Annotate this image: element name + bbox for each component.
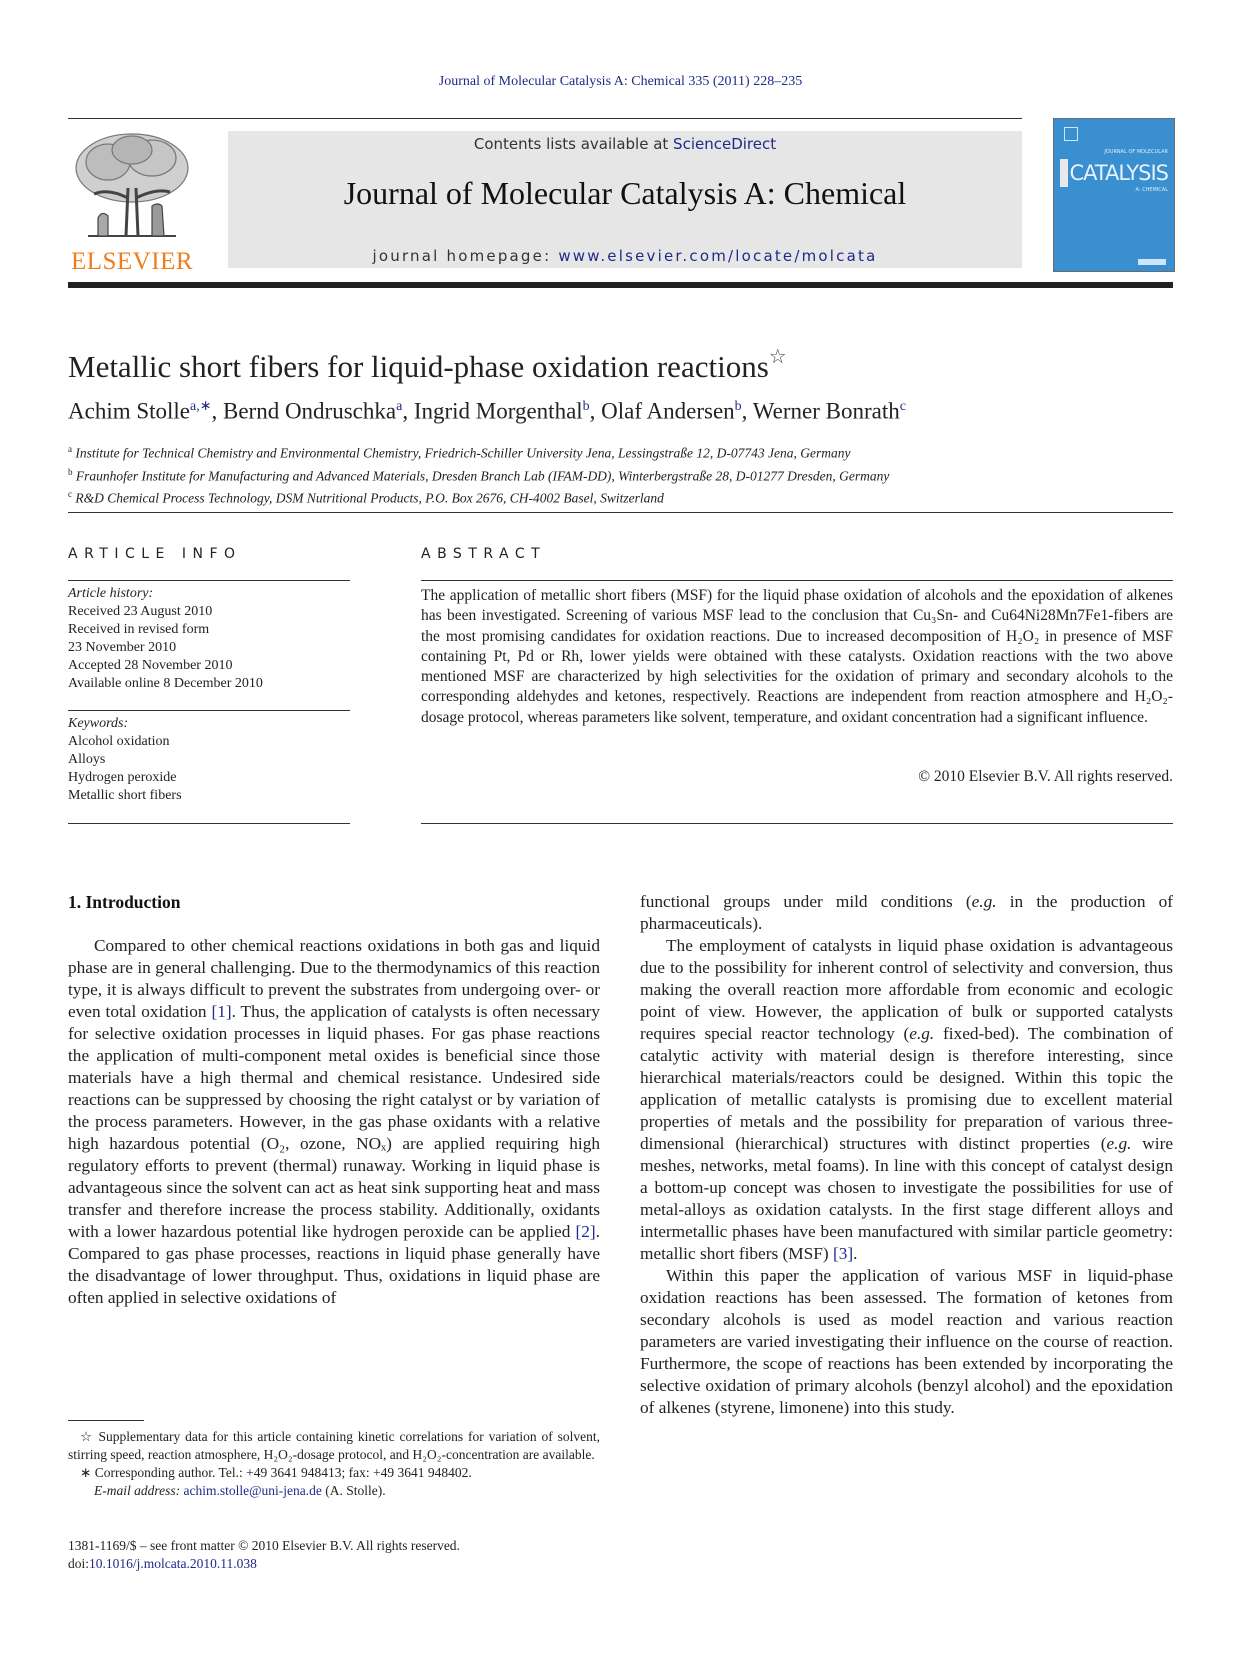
- history-item: Received 23 August 2010: [68, 604, 213, 619]
- affiliations: [68, 440, 1173, 508]
- footnote-text: Supplementary data for this article containing kinetic correlations for variation of solvent, stirring speed, reaction atmosphere, H₂O₂-dosage protocol, and H₂O₂-concentration are available.: [68, 1429, 601, 1462]
- journal-title: Journal of Molecular Catalysis A: Chemical: [343, 175, 907, 211]
- affiliation-mark: c: [68, 489, 72, 499]
- history-item: 23 November 2010: [68, 640, 177, 655]
- front-matter-line: 1381-1169/$ – see front matter © 2010 Elsevier B.V. All rights reserved.: [68, 1538, 460, 1553]
- cover-title: CATALYSIS: [1069, 161, 1168, 185]
- eg-abbrev: e.g.: [1106, 1134, 1132, 1153]
- title-footnote-star[interactable]: ☆: [768, 346, 787, 368]
- journal-masthead: [228, 131, 1022, 268]
- paragraph-text: functional groups under mild conditions (: [640, 892, 972, 911]
- paragraph-text: .: [853, 1244, 858, 1263]
- elsevier-tree-icon: [68, 128, 196, 246]
- journal-citation[interactable]: Journal of Molecular Catalysis A: Chemical 335 (2011) 228–235: [438, 74, 803, 89]
- cover-emblem-icon: [1064, 127, 1078, 141]
- cover-bar-icon: [1060, 159, 1068, 187]
- article-title: [68, 344, 787, 385]
- doi-link[interactable]: 10.1016/j.molcata.2010.11.038: [89, 1556, 257, 1571]
- affiliation-mark: b: [68, 466, 73, 477]
- author-name[interactable]: Bernd Ondruschka: [222, 398, 397, 424]
- doi-label: doi:: [68, 1556, 90, 1571]
- reference-link[interactable]: [3]: [832, 1244, 854, 1263]
- email-line: [68, 1482, 600, 1500]
- article-title-text: Metallic short fibers for liquid-phase oxidation reactions: [68, 349, 769, 384]
- paragraph: Within this paper the application of various MSF in liquid-phase oxidation reactions has been assessed. The formation of ketones from secondary alcohols is used as model reaction and various reaction parameters are varied investigating their influence on the course of reaction. Furthermore, the scope of reactions has been extended by incorporating the selective oxidation of primary alcohols (benzyl alcohol) and the epoxidation of alkenes (styrene, limonene) into this study.: [640, 1266, 1173, 1417]
- author-name[interactable]: Ingrid Morgenthal: [413, 398, 583, 424]
- paragraph-text: . Compared to gas phase processes, reactions in liquid phase generally have the disadvantage of lower throughput. Thus, oxidations in liquid phase are often applied in selective oxidations of: [68, 1222, 600, 1307]
- paragraph-text: The employment of catalysts in liquid phase oxidation is advantageous due to the possibility for inherent control of selectivity and conversion, thus making the overall reaction more affordable from economic and ecologic point of view. However, the application of bulk or supported catalysts requires special reactor technology (: [640, 936, 1173, 1043]
- keyword-item[interactable]: Alcohol oxidation: [68, 734, 170, 749]
- keywords-rule: [68, 710, 350, 711]
- footnote-rule: [68, 1420, 144, 1421]
- paragraph-text: wire meshes, networks, metal foams). In line with this concept of catalyst design a bottom-up concept was chosen to investigate the possibilities for use of metal-alloys as oxidation catalysts. In the first stage different alloys and intermetallic phases have been manufactured with similar particle geometry: metallic short fibers (MSF): [640, 1134, 1173, 1263]
- paragraph: [640, 935, 1173, 1265]
- cover-top-text: JOURNAL OF MOLECULAR: [1104, 149, 1168, 155]
- footnote-asterisk-mark: ∗: [80, 1465, 92, 1480]
- author-name[interactable]: Werner Bonrath: [752, 398, 900, 424]
- affiliation-item: [68, 440, 1173, 463]
- article-info-rule: [68, 580, 350, 581]
- author-affil-mark[interactable]: a: [396, 399, 403, 414]
- history-item: Received in revised form: [68, 622, 210, 637]
- abstract-text: The application of metallic short fibers (MSF) for the liquid phase oxidation of alcohols and the epoxidation of alkenes has been investigated. Screening of various MSF lead to the conclusion that Cu₃Sn- and Cu64Ni28Mn7Fe1-fibers are the most promising candidates for oxidation reactions. Due to increased decomposition of H₂O₂ in presence of MSF containing Pt, Pd or Rh, lower yields were obtained with these catalysts. Oxidation reactions with the two above mentioned MSF are characterized by high selectivities for the oxidation of primary and secondary alcohols to the corresponding aldehydes and ketones, respectively. Reactions are independent from reaction atmosphere and H₂O₂-dosage protocol, whereas parameters like solvent, temperature, and oxidant concentration had a significant influence.: [421, 587, 1173, 726]
- cover-publisher-mark-icon: [1138, 259, 1166, 265]
- history-label: Article history:: [68, 586, 154, 601]
- front-matter: [68, 1537, 460, 1573]
- author-affil-mark[interactable]: a,∗: [190, 399, 212, 414]
- abstract-copyright: © 2010 Elsevier B.V. All rights reserved.: [918, 768, 1173, 785]
- paragraph: [68, 935, 600, 1309]
- keyword-item[interactable]: Hydrogen peroxide: [68, 770, 177, 785]
- eg-abbrev: e.g.: [971, 892, 997, 911]
- reference-link[interactable]: [1]: [211, 1002, 232, 1021]
- keywords: [68, 715, 350, 805]
- author-list: Achim Stolle$^{a,∗}$, Bernd Ondruschka$^a$, Ingrid Morgenthal$^b$, Olaf Andersen$^b$, Werner Bonrath$^c$: [68, 398, 906, 424]
- left-column: [68, 935, 600, 1309]
- article-info-bottom-rule: [68, 823, 350, 824]
- history-item: Available online 8 December 2010: [68, 676, 263, 691]
- history-item: Accepted 28 November 2010: [68, 658, 233, 673]
- cover-subtitle: A: CHEMICAL: [1135, 187, 1168, 193]
- sciencedirect-link[interactable]: ScienceDirect: [673, 135, 777, 153]
- article-history: [68, 585, 350, 693]
- contents-availability: [228, 135, 1022, 153]
- publisher-name: ELSEVIER: [70, 248, 194, 275]
- paragraph-text: Compared to other chemical reactions oxidations in both gas and liquid phase are in general challenging. Due to the thermodynamics of this reaction type, it is always difficult to prevent the substrates from undergoing over- or even total oxidation: [68, 936, 600, 1021]
- paragraph-text: in the production of pharmaceuticals).: [640, 892, 1174, 933]
- homepage-link[interactable]: www.elsevier.com/locate/molcata: [558, 247, 878, 265]
- masthead-thick-rule: [68, 282, 1173, 288]
- affiliation-mark: a: [68, 444, 72, 454]
- author-affil-mark[interactable]: b: [734, 399, 742, 414]
- footnote-supplementary: [68, 1428, 600, 1464]
- journal-homepage: [228, 247, 1022, 265]
- email-label: E-mail address:: [94, 1483, 184, 1498]
- affiliation-text: Fraunhofer Institute for Manufacturing and Advanced Materials, Dresden Branch Lab (IFAM-DD), Winterbergstraße 28, D-01277 Dresden, Germany: [75, 468, 890, 483]
- affiliation-item: [68, 485, 1173, 508]
- article-info-heading: ARTICLE INFO: [68, 546, 242, 562]
- keyword-item[interactable]: Metallic short fibers: [68, 788, 182, 803]
- affiliation-text: R&D Chemical Process Technology, DSM Nutritional Products, P.O. Box 2676, CH-4002 Basel, Switzerland: [75, 490, 664, 506]
- homepage-prefix: journal homepage:: [372, 247, 559, 265]
- paragraph: [640, 891, 1173, 935]
- contents-prefix: Contents lists available at: [473, 135, 674, 153]
- elsevier-logo[interactable]: [68, 128, 196, 276]
- affiliation-item: [68, 463, 1173, 486]
- abstract-bottom-rule: [421, 823, 1173, 824]
- email-owner: (A. Stolle).: [321, 1483, 386, 1498]
- author-affil-mark[interactable]: c: [899, 399, 906, 414]
- paragraph-text: fixed-bed). The combination of catalytic activity with material design is therefore interesting, since hierarchical materials/reactors could be designed. Within this topic the application of metallic catalysts is promising due to excellent material properties of metals and the possibility for preparation of various three-dimensional (hierarchical) structures with distinct properties (: [640, 1024, 1173, 1153]
- right-column: [640, 891, 1173, 1419]
- header-rule: [68, 118, 1022, 119]
- reference-link[interactable]: [2]: [575, 1222, 596, 1241]
- keywords-label: Keywords:: [68, 716, 129, 731]
- email-link[interactable]: achim.stolle@uni-jena.de: [183, 1483, 322, 1498]
- footnotes: [68, 1428, 600, 1500]
- footnote-star-mark: ☆: [80, 1429, 94, 1444]
- eg-abbrev: e.g.: [909, 1024, 935, 1043]
- author-name[interactable]: Achim Stolle: [68, 398, 191, 424]
- footnote-corresponding: [68, 1464, 600, 1482]
- abstract-rule: [421, 580, 1173, 581]
- journal-cover-image[interactable]: [1053, 118, 1175, 272]
- doi-line: [68, 1555, 460, 1573]
- paragraph-text: . Thus, the application of catalysts is often necessary for selective oxidation processes in liquid phases. For gas phase reactions the application of multi-component metal oxides is beneficial since those materials have a high thermal and chemical resistance. Undesired side reactions can be suppressed by choosing the right catalyst or by variation of the process parameters. However, in the gas phase oxidants with a relative high hazardous potential (O₂, ozone, NOₓ) are applied requiring high regulatory efforts to prevent (thermal) runaway. Working in liquid phase is advantageous since the solvent can act as heat sink supporting heat and mass transfer and therefore increase the process stability. Additionally, oxidants with a lower hazardous potential like hydrogen peroxide can be applied: [68, 1002, 600, 1241]
- author-affil-mark[interactable]: b: [582, 399, 590, 414]
- affiliation-rule: [68, 512, 1173, 513]
- section-heading-introduction: 1. Introduction: [68, 892, 181, 912]
- footnote-text: Corresponding author. Tel.: +49 3641 948413; fax: +49 3641 948402.: [94, 1465, 472, 1480]
- keyword-item[interactable]: Alloys: [68, 752, 106, 767]
- author-name[interactable]: Olaf Andersen: [601, 398, 735, 424]
- affiliation-text: Institute for Technical Chemistry and Environmental Chemistry, Friedrich-Schiller University Jena, Lessingstraße 12, D-07743 Jena, Germany: [75, 445, 851, 461]
- abstract-heading: ABSTRACT: [421, 546, 547, 562]
